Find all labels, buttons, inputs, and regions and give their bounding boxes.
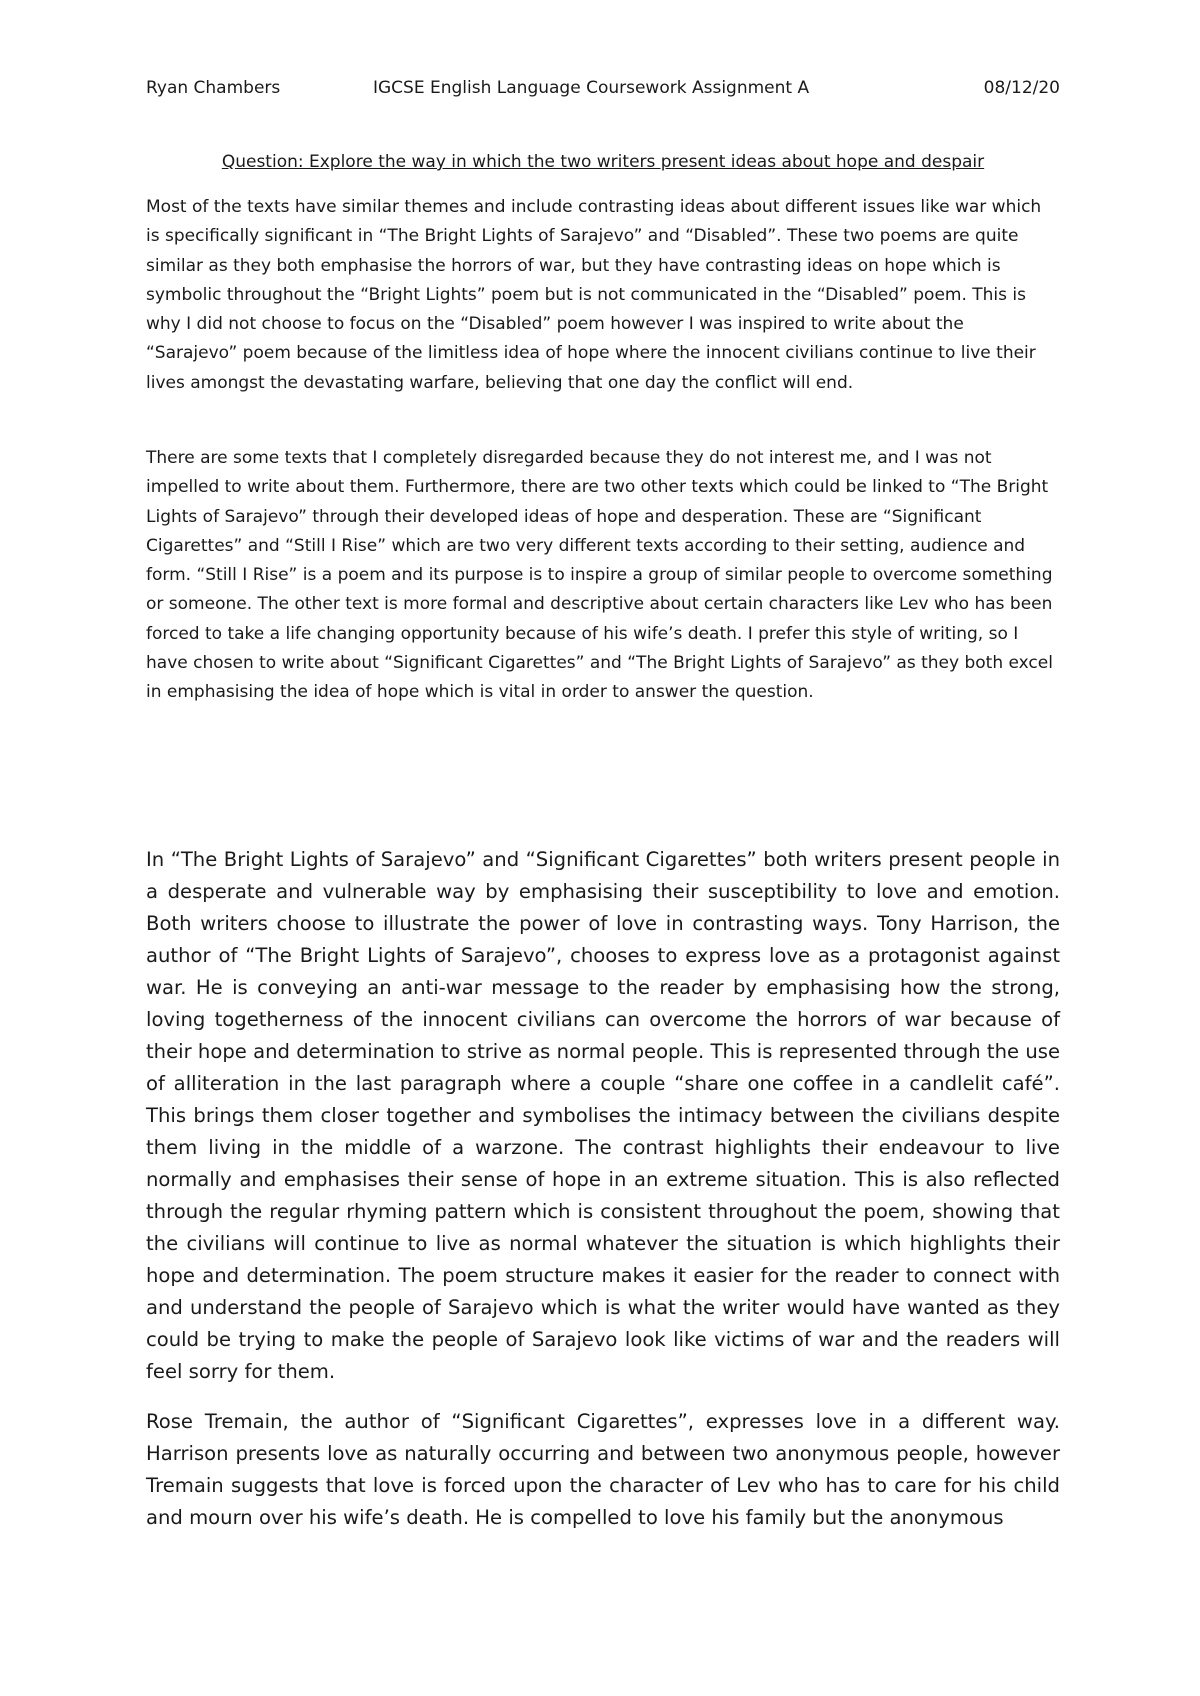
header-author: Ryan Chambers [146,78,281,98]
header-title: IGCSE English Language Coursework Assignment A [373,78,810,98]
essay-paragraph: Rose Tremain, the author of “Significant Cigarettes”, expresses love in a different way. Harrison presents love as naturally occurring and between two anonymous people, however Tremain suggests that love is forced upon the character of Lev who has to care for his child and mourn over his wife’s death. He is compelled to love his family but the anonymous [146,1410,1060,1529]
page-header [146,76,1060,100]
intro-paragraph: Most of the texts have similar themes and include contrasting ideas about different issues like war which is specifically significant in “The Bright Lights of Sarajevo” and “Disabled”. These two poems are quite similar as they both emphasise the horrors of war, but they have contrasting ideas on hope which is symbolic throughout the “Bright Lights” poem but is not communicated in the “Disabled” poem. This is why I did not choose to focus on the “Disabled” poem however I was inspired to write about the “Sarajevo” poem because of the limitless idea of hope where the innocent civilians continue to live their lives amongst the devastating warfare, believing that one day the conflict will end. [146,197,1042,393]
question-heading: Question: Explore the way in which the two writers present ideas about hope and despair [221,152,985,172]
header-date: 08/12/20 [983,78,1060,98]
essay-paragraph: In “The Bright Lights of Sarajevo” and “Significant Cigarettes” both writers present people in a desperate and vulnerable way by emphasising their susceptibility to love and emotion. Both writers choose to illustrate the power of love in contrasting ways. Tony Harrison, the author of “The Bright Lights of Sarajevo”, chooses to express love as a protagonist against war. He is conveying an anti-war message to the reader by emphasising how the strong, loving togetherness of the innocent civilians can overcome the horrors of war because of their hope and determination to strive as normal people. This is represented through the use of alliteration in the last paragraph where a couple “share one coffee in a candlelit café”. This brings them closer together and symbolises the intimacy between the civilians despite them living in the middle of a warzone. The contrast highlights their endeavour to live normally and emphasises their sense of hope in an extreme situation. This is also reflected through the regular rhyming pattern which is consistent throughout the poem, showing that the civilians will continue to live as normal whatever the situation is which highlights their hope and determination. The poem structure makes it easier for the reader to connect with and understand the people of Sarajevo which is what the writer would have wanted as they could be trying to make the people of Sarajevo look like victims of war and the readers will feel sorry for them. [146,848,1060,1383]
intro-paragraph: There are some texts that I completely disregarded because they do not interest me, and I was not impelled to write about them. Furthermore, there are two other texts which could be linked to “The Bright Lights of Sarajevo” through their developed ideas of hope and desperation. These are “Significant Cigarettes” and “Still I Rise” which are two very different texts according to their setting, audience and form. “Still I Rise” is a poem and its purpose is to inspire a group of similar people to overcome something or someone. The other text is more formal and descriptive about certain characters like Lev who has been forced to take a life changing opportunity because of his wife’s death. I prefer this style of writing, so I have chosen to write about “Significant Cigarettes” and “The Bright Lights of Sarajevo” as they both excel in emphasising the idea of hope which is vital in order to answer the question. [146,448,1053,703]
